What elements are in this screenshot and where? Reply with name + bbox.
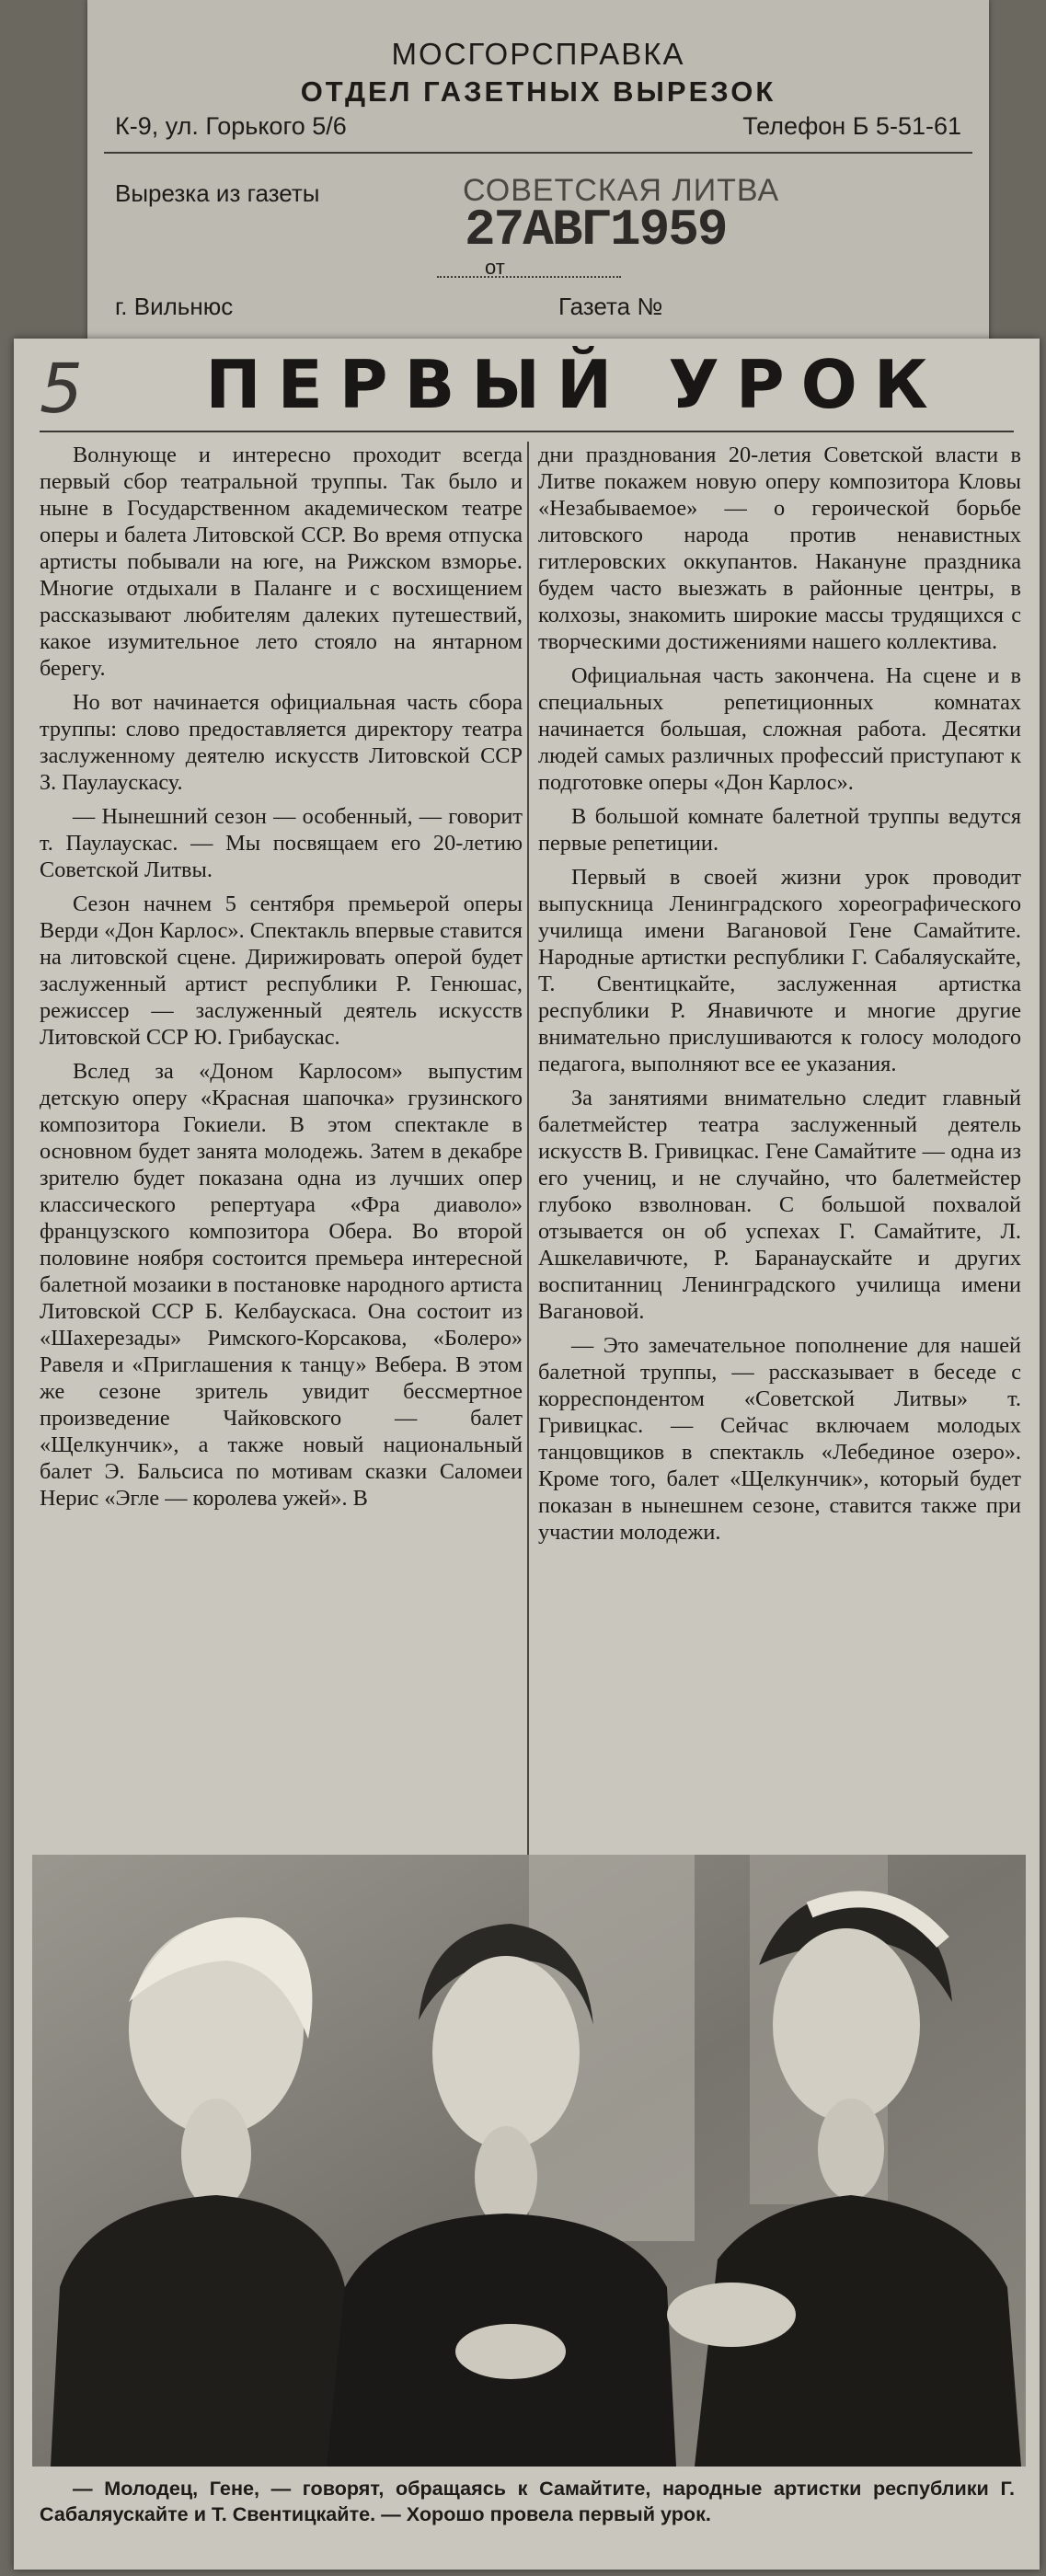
paragraph: дни празднования 20-летия Советской власти в Литве покажем новую оперу композитора Кловы «Незабываемое» — о героической борьбе литовского народа против ненавистных гитлеровских оккупантов. Накануне праздника будем часто выезжать в районные центры, в колхозы, знакомить широкие массы трудящихся с творческими достижениями нашего коллектива.: [538, 443, 1021, 654]
paragraph: Вслед за «Доном Карлосом» выпустим детскую оперу «Красная шапочка» грузинского композитора Гокиели. В этом спектакле в основном будет занята молодежь. Затем в декабре зрителю будет показана одна из лучших опер классического репертуара «Фра диаволо» французского композитора Обера. Во второй половине ноября состоится премьера интересной балетной мозаики в постановке народного артиста Литовской ССР Б. Келбаускаса. Она состоит из «Шахерезады» Римского-Корсакова, «Болеро» Равеля и «Приглашения к танцу» Вебера. В этом же сезоне зритель увидит бессмертное произведение Чайковского — балет «Щелкунчик», а также новый национальный балет Э. Бальсиса по мотивам сказки Саломеи Нерис «Эгле — королева ужей». В: [40, 1059, 523, 1511]
pencil-mark: 5: [40, 350, 84, 429]
paragraph: — Нынешний сезон — особенный, — говорит т. Паулаускас. — Мы посвящаем его 20-летию Советской Литвы.: [40, 804, 523, 882]
paragraph: — Это замечательное пополнение для нашей балетной труппы, — рассказывает в беседе с корреспондентом «Советской Литвы» т. Гривицкас. — Сейчас включаем молодых танцовщиков в спектакль «Лебединое озеро». Кроме того, балет «Щелкунчик», который будет показан в нынешнем сезоне, ставится также при участии молодежи.: [538, 1333, 1021, 1545]
article-photo: [32, 1855, 1026, 2467]
paragraph: Но вот начинается официальная часть сбора труппы: слово предоставляется директору театра заслуженному деятелю искусств Литовской ССР З. Паулаускасу.: [40, 690, 523, 795]
slip-department: ОТДЕЛ ГАЗЕТНЫХ ВЫРЕЗОК: [300, 75, 776, 108]
headline-rule: [40, 431, 1014, 432]
paragraph: Первый в своей жизни урок проводит выпускница Ленинградского хореографического училища имени Вагановой Гене Самайтите. Народные артистки республики Г. Сабаляускайте, Т. Свентицкайте, заслуженная артистка республики Р. Янавичюте и многие другие внимательно прислушиваются к голосу молодого педагога, выполняют все ее указания.: [538, 865, 1021, 1076]
paragraph: Волнующе и интересно проходит всегда первый сбор театральной труппы. Так было и ныне в Государственном академическом театре оперы и балета Литовской ССР. Во время отпуска артисты побывали на юге, на Рижском взморье. Многие отдыхали в Паланге и с восхищением рассказывают любителям далеких путешествий, какое изумительное лето стояло на янтарном берегу.: [40, 443, 523, 681]
slip-cut-label: Вырезка из газеты: [115, 179, 320, 207]
article-column-right: [538, 442, 1021, 1553]
slip-organization: МОСГОРСПРАВКА: [391, 37, 685, 71]
slip-phone: Телефон Б 5-51-61: [742, 112, 961, 140]
paragraph: Сезон начнем 5 сентября премьерой оперы Верди «Дон Карлос». Спектакль впервые ставится на литовской сцене. Дирижировать оперой будет заслуженный артист республики Р. Генюшас, режиссер — заслуженный деятель искусств Литовской ССР Ю. Грибаускас.: [40, 891, 523, 1050]
paragraph: Официальная часть закончена. На сцене и в специальных репетиционных комнатах начинается большая, сложная работа. Десятки людей самых различных профессий приступают к подготовке оперы «Дон Карлос».: [538, 663, 1021, 795]
photo-caption: — Молодец, Гене, — говорят, обращаясь к Самайтите, народные артистки республики Г. Сабаляускайте и Т. Свентицкайте. — Хорошо провела первый урок.: [40, 2477, 1015, 2525]
reference-slip: [87, 0, 989, 345]
slip-number-label: Газета №: [558, 293, 663, 320]
slip-city: г. Вильнюс: [115, 293, 234, 320]
slip-date-stamp: 27АВГ1959: [465, 201, 727, 259]
slip-ot-label: от: [485, 256, 505, 279]
article-headline: ПЕРВЫЙ УРОК: [205, 346, 945, 423]
paragraph: В большой комнате балетной труппы ведутся первые репетиции.: [538, 804, 1021, 856]
slip-paper-name: СОВЕТСКАЯ ЛИТВА: [463, 173, 780, 208]
slip-date-line: [437, 276, 621, 278]
slip-address: К-9, ул. Горького 5/6: [115, 112, 347, 140]
paragraph: За занятиями внимательно следит главный балетмейстер театра заслуженный деятель искусств В. Гривицкас. Гене Самайтите — одна из его учениц, и не случайно, что балетмейстер глубоко взволнован. С большой похвалой отзывается он об успехах Г. Самайтите, Л. Ашкелавичюте, Р. Баранаускайте и других воспитанниц Ленинградского училища имени Вагановой.: [538, 1086, 1021, 1324]
column-divider: [527, 442, 529, 1900]
slip-divider: [104, 152, 972, 154]
article-column-left: [40, 442, 523, 1519]
newspaper-clipping: [14, 339, 1040, 2570]
photo-illustration: [32, 1855, 1026, 2467]
